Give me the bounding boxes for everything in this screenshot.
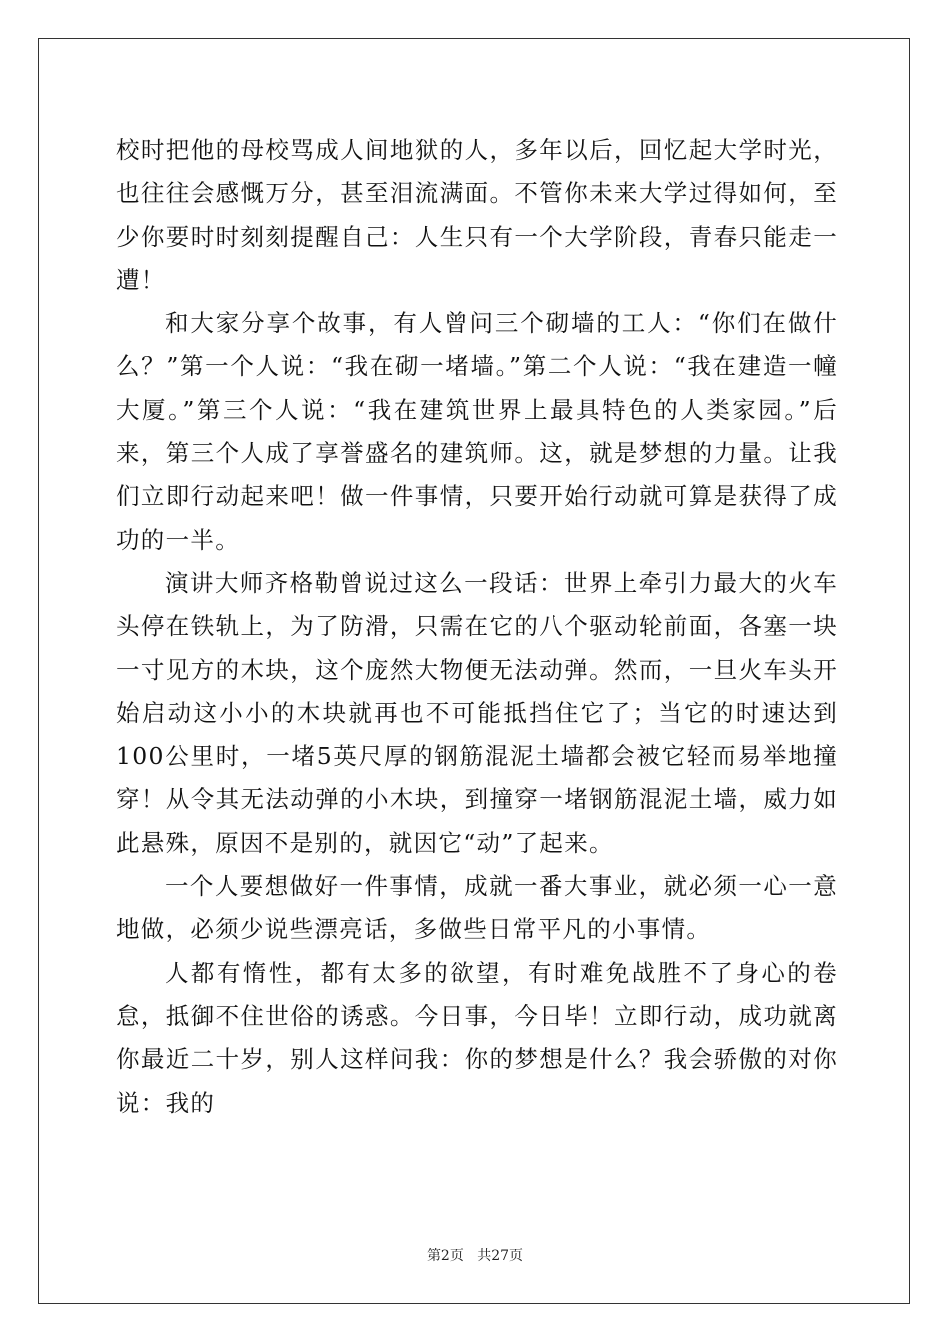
total-pages: 共27页 <box>477 1248 524 1264</box>
paragraph-5: 人都有惰性，都有太多的欲望，有时难免战胜不了身心的卷怠，抵御不住世俗的诱惑。今日事，今日毕！立即行动，成功就离你最近二十岁，别人这样问我：你的梦想是什么？我会骄傲的对你说：我的 <box>116 958 838 1117</box>
paragraph-4: 一个人要想做好一件事情，成就一番大事业，就必须一心一意地做，必须少说些漂亮话，多做些日常平凡的小事情。 <box>116 872 838 944</box>
document-body <box>116 129 838 1125</box>
paragraph-2: 和大家分享个故事，有人曾问三个砌墙的工人：“你们在做什么？”第一个人说：“我在砌一堵墙。”第二个人说：“我在建造一幢大厦。”第三个人说：“我在建筑世界上最具特色的人类家园。”后来，第三个人成了享誉盛名的建筑师。这，就是梦想的力量。让我们立即行动起来吧！做一件事情，只要开始行动就可算是获得了成功的一半。 <box>116 309 838 554</box>
paragraph-1: 校时把他的母校骂成人间地狱的人，多年以后，回忆起大学时光，也往往会感慨万分，甚至泪流满面。不管你未来大学过得如何，至少你要时时刻刻提醒自己：人生只有一个大学阶段，青春只能走一遭！ <box>116 136 838 294</box>
page-number: 第2页 <box>426 1248 464 1264</box>
footer-spacer <box>464 1248 477 1264</box>
paragraph-3: 演讲大师齐格勒曾说过这么一段话：世界上牵引力最大的火车头停在铁轨上，为了防滑，只需在它的八个驱动轮前面，各塞一块一寸见方的木块，这个庞然大物便无法动弹。然而，一旦火车头开始启动这小小的木块就再也不可能抵挡住它了；当它的时速达到100公里时，一堵5英尺厚的钢筋混泥土墙都会被它轻而易举地撞穿！从令其无法动弹的小木块，到撞穿一堵钢筋混泥土墙，威力如此悬殊，原因不是别的，就因它“动”了起来。 <box>116 568 838 857</box>
page-footer <box>0 1246 950 1266</box>
